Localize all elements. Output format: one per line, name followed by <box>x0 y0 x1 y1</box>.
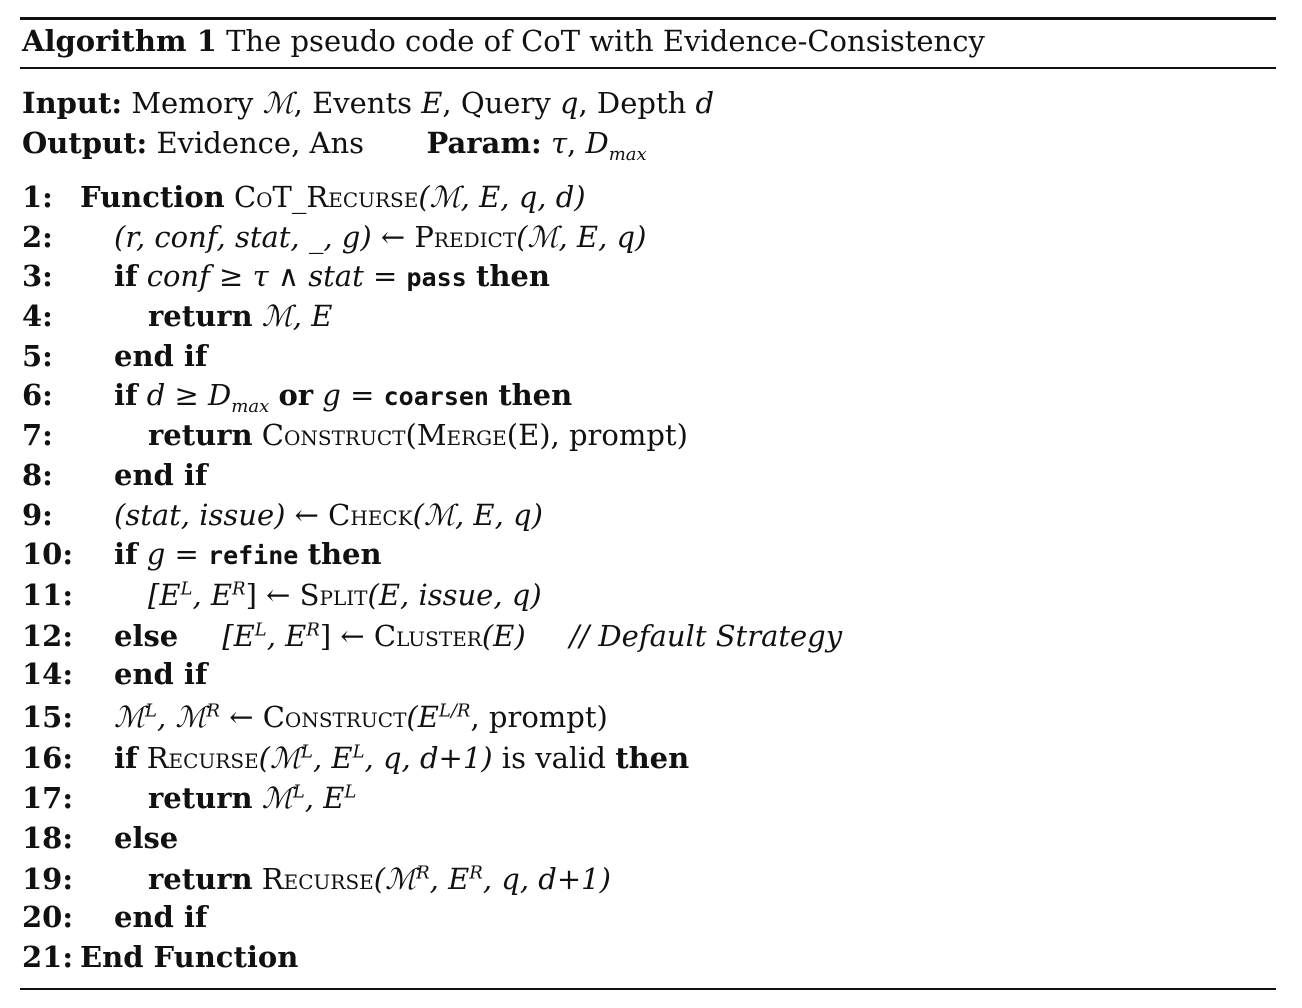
function-name: Predict <box>414 220 517 254</box>
function-name: Construct <box>261 418 406 452</box>
function-name: Split <box>299 578 368 612</box>
superscript: R <box>469 862 483 884</box>
input-text: , Query <box>442 86 560 120</box>
expr: , E <box>304 781 345 815</box>
expr: g = <box>137 537 209 571</box>
expr: , E <box>192 578 233 612</box>
expr: , ℳ <box>156 700 207 734</box>
code <box>148 418 688 452</box>
superscript: L/R <box>438 700 471 722</box>
superscript: R <box>416 862 430 884</box>
superscript: L <box>254 619 267 641</box>
expr: (E), prompt) <box>506 418 688 452</box>
function-name: Recurse <box>261 862 374 896</box>
keyword: then <box>615 741 690 775</box>
subscript: max <box>231 395 270 417</box>
function-name: Cluster <box>373 619 482 653</box>
function-name: Recurse <box>146 741 259 775</box>
input-line <box>22 86 714 120</box>
line-number: 7: <box>22 418 53 452</box>
expr: d ≥ D <box>137 378 232 412</box>
line-number: 14: <box>22 657 74 691</box>
code <box>114 220 646 254</box>
keyword: return <box>148 418 253 452</box>
line-number: 10: <box>22 537 74 571</box>
param-label: Param: <box>426 126 542 160</box>
line-number: 3: <box>22 259 53 293</box>
superscript: R <box>232 578 246 600</box>
expr: is valid <box>492 741 616 775</box>
line-number: 9: <box>22 498 53 532</box>
superscript: L <box>352 741 365 763</box>
line-number: 21: <box>22 940 74 974</box>
function-args: (ℳ, E, q, d) <box>418 180 586 214</box>
line-number: 8: <box>22 458 53 492</box>
code <box>148 781 356 815</box>
keyword: return <box>148 299 253 333</box>
keyword: return <box>148 781 253 815</box>
keyword: or <box>278 378 314 412</box>
expr: (ℳ, E, q) <box>516 220 647 254</box>
input-label: Input: <box>22 86 123 120</box>
caption-text: The pseudo code of CoT with Evidence-Consistency <box>226 24 985 58</box>
output-label: Output: <box>22 126 148 160</box>
superscript: R <box>206 700 220 722</box>
keyword: if <box>114 378 138 412</box>
code <box>148 578 542 612</box>
events-symbol: E <box>421 86 443 120</box>
keyword: if <box>114 259 138 293</box>
superscript: R <box>306 619 320 641</box>
expr: [E <box>148 578 181 612</box>
expr: conf ≥ τ ∧ stat = <box>137 259 407 293</box>
code <box>148 299 332 333</box>
keyword: if <box>114 741 138 775</box>
line-number: 2: <box>22 220 53 254</box>
expr: , q, d+1) <box>482 862 611 896</box>
function-name: Construct <box>262 700 407 734</box>
code <box>114 741 689 775</box>
line-number: 6: <box>22 378 53 412</box>
dmax-subscript: max <box>608 143 647 165</box>
keyword: then <box>475 259 550 293</box>
superscript: L <box>180 578 193 600</box>
output-text: Evidence, Ans <box>156 126 365 160</box>
code <box>114 498 543 532</box>
line-number: 1: <box>22 180 53 214</box>
keyword: end if <box>114 339 208 373</box>
line-number: 19: <box>22 862 74 896</box>
keyword: end if <box>114 657 208 691</box>
code <box>114 378 572 417</box>
code <box>114 537 382 571</box>
expr: ( <box>405 418 417 452</box>
depth-symbol: d <box>695 86 715 120</box>
expr: , E <box>266 619 307 653</box>
superscript: L <box>344 781 357 803</box>
keyword: Function <box>80 180 225 214</box>
dmax-symbol: D <box>585 126 609 160</box>
literal: refine <box>208 541 299 570</box>
keyword: End Function <box>80 940 299 974</box>
line-number: 12: <box>22 619 74 653</box>
keyword: then <box>307 537 382 571</box>
input-text: Memory <box>131 86 254 120</box>
expr: (r, conf, stat, _, g) ← <box>114 220 415 254</box>
caption-label: Algorithm 1 <box>22 24 217 58</box>
superscript: L <box>145 700 157 722</box>
expr: [E <box>222 619 255 653</box>
expr: (ℳ <box>373 862 417 896</box>
literal: pass <box>406 263 467 292</box>
keyword: else <box>114 619 179 653</box>
expr: (E, issue, q) <box>367 578 542 612</box>
expr: ] ← <box>319 619 374 653</box>
expr: (ℳ <box>258 741 301 775</box>
bottom-rule <box>20 988 1276 990</box>
line-number: 11: <box>22 578 74 612</box>
comment: // Default Strategy <box>569 619 843 653</box>
input-text: , Events <box>293 86 422 120</box>
expr: (E) <box>481 619 526 653</box>
expr: , E <box>312 741 353 775</box>
code <box>80 180 586 214</box>
line-number: 17: <box>22 781 74 815</box>
expr: (stat, issue) ← <box>114 498 329 532</box>
expr: (ℳ, E, q) <box>412 498 543 532</box>
expr: , prompt) <box>470 700 608 734</box>
algorithm-caption <box>22 24 985 58</box>
caption-rule <box>20 67 1276 69</box>
function-name: Merge <box>416 418 507 452</box>
output-line <box>22 126 647 165</box>
expr: , q, d+1) <box>364 741 493 775</box>
line-number: 20: <box>22 900 74 934</box>
function-name: Check <box>328 498 413 532</box>
line-number: 15: <box>22 700 74 734</box>
input-text: , Depth <box>578 86 696 120</box>
code <box>114 619 842 653</box>
line-number: 4: <box>22 299 53 333</box>
memory-symbol: ℳ <box>262 86 294 120</box>
keyword: return <box>148 862 253 896</box>
line-number: 18: <box>22 821 74 855</box>
expr: ℳ <box>252 781 293 815</box>
expr: ← <box>219 700 263 734</box>
expr: ℳ, E <box>252 299 333 333</box>
query-symbol: q <box>559 86 579 120</box>
expr: ] ← <box>245 578 300 612</box>
keyword: if <box>114 537 138 571</box>
literal: coarsen <box>383 382 489 411</box>
code <box>114 259 550 293</box>
function-name: CoT_Recurse <box>233 180 419 214</box>
expr: (E <box>406 700 439 734</box>
keyword: else <box>114 821 179 855</box>
code <box>148 862 611 896</box>
code <box>114 700 608 734</box>
line-number: 16: <box>22 741 74 775</box>
top-rule <box>20 17 1276 20</box>
keyword: end if <box>114 458 208 492</box>
tau-symbol: τ <box>550 126 567 160</box>
superscript: L <box>301 741 313 763</box>
superscript: L <box>292 781 305 803</box>
expr: , E <box>429 862 470 896</box>
line-number: 5: <box>22 339 53 373</box>
expr: ℳ <box>114 700 146 734</box>
keyword: then <box>498 378 573 412</box>
param-sep: , <box>567 126 586 160</box>
expr: g = <box>313 378 384 412</box>
keyword: end if <box>114 900 208 934</box>
